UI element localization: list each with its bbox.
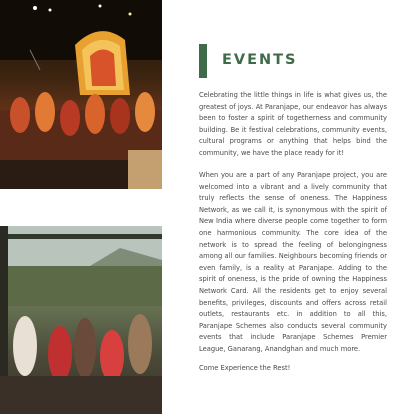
stage-performance-photo [0, 0, 162, 189]
heading-accent-bar [199, 44, 207, 78]
spectators-illustration [0, 226, 162, 414]
stage-performance-illustration [0, 0, 162, 189]
spectators-photo [0, 226, 162, 414]
intro-paragraph: Celebrating the little things in life is what gives us, the greatest of joys. At Paranjape, our endeavor has always been to foster a spirit of togetherness and community building. Be it festival celebrations, community events, cultural programs or anything that helps bind the community, we have the place ready for it! [199, 91, 387, 157]
happiness-network-paragraph: When you are a part of any Paranjape project, you are welcomed into a vibrant and a lively community that truly reflects the sense of oneness. The Happiness Network, as we call it, is synonymous with the spirit of New India where diverse people come together to form one harmonious community. The core idea of the network is to spread the feeling of belongingness among all our families. Neighbours becoming friends or even family, is a reality at Paranjape. Adding to the spirit of oneness, is the pride of owning the Happiness Network Card. All the residents get to enjoy several benefits, privileges, discounts and offers across retail outlets, restaurants etc. in addition to all this, Paranjape Schemes also conducts several community events that include Paranjape Schemes Premier League, Ganarang, Anandghan and much more. [199, 171, 387, 353]
closing-line: Come Experience the Rest! [199, 364, 291, 372]
section-heading: EVENTS [222, 52, 298, 68]
